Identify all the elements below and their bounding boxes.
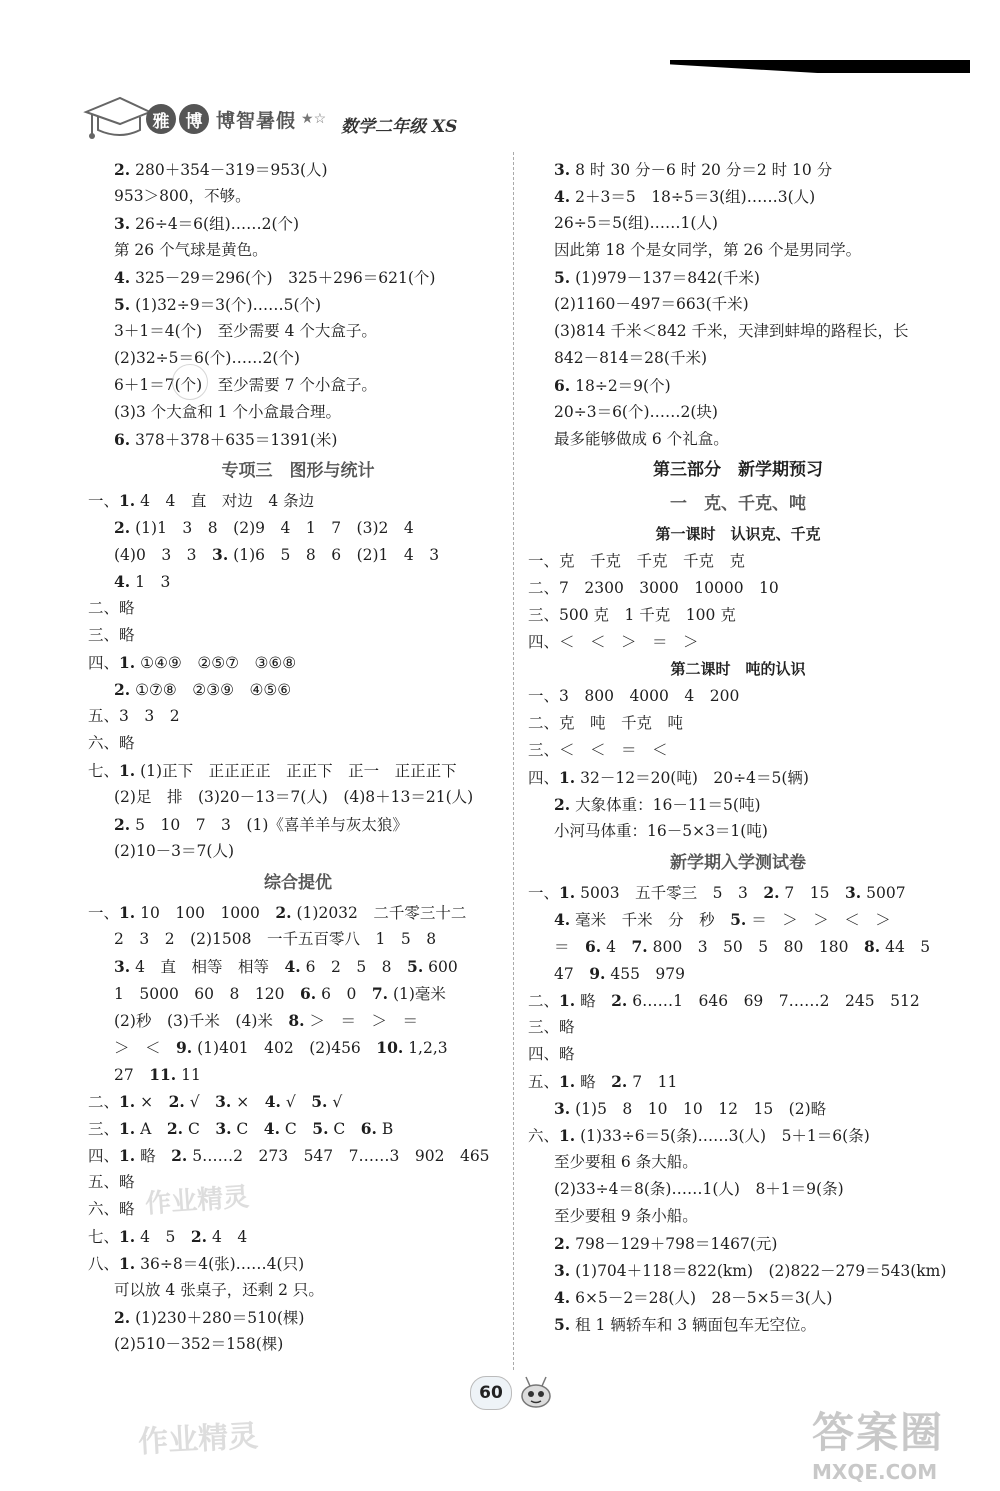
answer-line: 四、1. ①④⑨ ②⑤⑦ ③⑥⑧ xyxy=(88,653,297,672)
answer-line: (2)33÷4＝8(条)……1(人) 8＋1＝9(条) xyxy=(554,1180,844,1198)
answer-line: 1 5000 60 8 120 6. 6 0 7. (1)毫米 xyxy=(114,984,446,1003)
watermark-text: 作业精灵 xyxy=(137,1418,260,1461)
answer-line: 2. ①⑦⑧ ②③⑨ ④⑤⑥ xyxy=(114,680,292,699)
answer-line: 一、克 千克 千克 千克 克 xyxy=(528,552,746,570)
page-number: 60 xyxy=(470,1376,512,1410)
answer-line: 3. (1)704＋118＝822(km) (2)822－279＝543(km) xyxy=(554,1261,947,1280)
graduation-cap-icon xyxy=(82,94,152,140)
answer-line: 6. 378＋378＋635＝1391(米) xyxy=(114,430,338,449)
answer-line: (2)1160－497＝663(千米) xyxy=(554,295,749,313)
subject-title: 数学二年级 XS xyxy=(341,117,458,137)
answer-line: 2 3 2 (2)1508 一千五百零八 1 5 8 xyxy=(114,930,437,948)
watermark-text: 作业精灵 xyxy=(144,1182,251,1220)
logo-char-1: 雅 xyxy=(146,104,176,134)
answer-line: 七、1. 4 5 2. 4 4 xyxy=(88,1227,248,1246)
answer-line: 842－814＝28(千米) xyxy=(554,349,707,367)
answer-line: ＞ ＜ 9. (1)401 402 (2)456 10. 1,2,3 xyxy=(114,1038,448,1057)
answer-line: 至少要租 9 条小船。 xyxy=(554,1207,698,1225)
answer-line: 六、1. (1)33÷6＝5(条)……3(人) 5＋1＝6(条) xyxy=(528,1126,870,1145)
answer-line: 4. 毫米 千米 分 秒 5. ＝ ＞ ＞ ＜ ＞ xyxy=(554,910,891,929)
answer-line: 三、略 xyxy=(528,1018,575,1036)
answer-line: (2)32÷5＝6(个)……2(个) xyxy=(114,349,300,367)
stamp-mark xyxy=(172,364,208,400)
answer-line: 26÷5＝5(组)……1(人) xyxy=(554,214,718,232)
answer-line: 27 11. 11 xyxy=(114,1065,201,1084)
answer-line: 五、1. 略 2. 7 11 xyxy=(528,1072,678,1091)
right-column xyxy=(528,156,948,1338)
answer-line: 二、略 xyxy=(88,599,135,617)
answer-line: 47 9. 455 979 xyxy=(554,964,686,983)
answer-line: 因此第 18 个是女同学，第 26 个是男同学。 xyxy=(554,241,862,259)
answer-line: 3. 8 时 30 分－6 时 20 分＝2 时 10 分 xyxy=(554,160,833,179)
section-heading: 专项三 图形与统计 xyxy=(221,461,375,481)
brand-name: 博智暑假 xyxy=(216,109,297,132)
answer-line: (3)3 个大盒和 1 个小盒最合理。 xyxy=(114,403,341,421)
answer-line: 六、略 xyxy=(88,1200,135,1218)
page-number-badge xyxy=(470,1374,558,1412)
answer-line: (2)秒 (3)千米 (4)米 8. ＞ ＝ ＞ ＝ xyxy=(114,1011,418,1030)
answer-line: 三、略 xyxy=(88,626,135,644)
left-column xyxy=(88,156,508,1358)
answer-line: 4. 325－29＝296(个) 325＋296＝621(个) xyxy=(114,268,436,287)
answer-line: (2)510－352＝158(棵) xyxy=(114,1335,284,1353)
answer-line: 小河马体重：16－5×3＝1(吨) xyxy=(554,822,768,840)
answer-line: 二、1. 略 2. 6……1 646 69 7……2 245 512 xyxy=(528,991,920,1010)
section-heading: 第三部分 新学期预习 xyxy=(653,460,823,480)
answer-line: 二、克 吨 千克 吨 xyxy=(528,714,684,732)
book-header xyxy=(78,92,508,142)
header-bar xyxy=(670,60,970,82)
answer-line: 七、1. (1)正下 正正正正 正正下 正一 正正正下 xyxy=(88,761,457,780)
answer-line: 第 26 个气球是黄色。 xyxy=(114,241,268,259)
answer-line: 一、1. 4 4 直 对边 4 条边 xyxy=(88,491,315,510)
bee-mascot-icon xyxy=(514,1374,558,1412)
watermark-logo-text: 答案圈 xyxy=(812,1408,945,1457)
answer-line: 2. (1)1 3 8 (2)9 4 1 7 (3)2 4 xyxy=(114,518,414,537)
answer-line: 5. (1)979－137＝842(千米) xyxy=(554,268,760,287)
answer-line: 四、略 xyxy=(528,1045,575,1063)
answer-line: 八、1. 36÷8＝4(张)……4(只) xyxy=(88,1254,305,1273)
answer-line: 4. 1 3 xyxy=(114,572,171,591)
answer-line: 可以放 4 张桌子，还剩 2 只。 xyxy=(114,1281,324,1299)
answer-line: 2. 大象体重：16－11＝5(吨) xyxy=(554,795,761,814)
answer-line: 2. (1)230＋280＝510(棵) xyxy=(114,1308,305,1327)
answer-line: 六、略 xyxy=(88,734,135,752)
answer-line: 3. 4 直 相等 相等 4. 6 2 5 8 5. 600 xyxy=(114,957,458,976)
logo-char-2: 博 xyxy=(179,104,209,134)
answer-line: 五、略 xyxy=(88,1173,135,1191)
answer-line: 一、3 800 4000 4 200 xyxy=(528,687,740,705)
section-heading: 综合提优 xyxy=(264,873,332,893)
answer-line: 四、＜ ＜ ＞ ＝ ＞ xyxy=(528,633,699,651)
answer-line: 一、1. 5003 五千零三 5 3 2. 7 15 3. 5007 xyxy=(528,883,906,902)
answer-line: 二、1. × 2. √ 3. × 4. √ 5. √ xyxy=(88,1092,343,1111)
answer-line: (3)814 千米＜842 千米，天津到蚌埠的路程长，长 xyxy=(554,322,909,340)
answer-line: (4)0 3 3 3. (1)6 5 8 6 (2)1 4 3 xyxy=(114,545,440,564)
answer-line: 二、7 2300 3000 10000 10 xyxy=(528,579,779,597)
answer-line: 五、3 3 2 xyxy=(88,707,180,725)
answer-line: (2)10－3＝7(人) xyxy=(114,842,234,860)
answer-line: 三、500 克 1 千克 100 克 xyxy=(528,606,736,624)
section-heading: 一 克、千克、吨 xyxy=(670,494,806,514)
answer-line: ＝ 6. 4 7. 800 3 50 5 80 180 8. 44 5 xyxy=(554,937,931,956)
answer-line: 2. 798－129＋798＝1467(元) xyxy=(554,1234,778,1253)
answer-line: 953＞800，不够。 xyxy=(114,187,251,205)
answer-line: 2. 280＋354－319＝953(人) xyxy=(114,160,328,179)
section-heading: 第二课时 吨的认识 xyxy=(670,660,806,678)
column-divider xyxy=(513,152,514,1370)
answer-line: 5. 租 1 辆轿车和 3 辆面包车无空位。 xyxy=(554,1315,817,1334)
brand-logo xyxy=(146,104,326,134)
answer-line: 四、1. 32－12＝20(吨) 20÷4＝5(辆) xyxy=(528,768,809,787)
section-heading: 新学期入学测试卷 xyxy=(670,853,806,873)
site-watermark xyxy=(812,1400,992,1484)
answer-line: 20÷3＝6(个)……2(块) xyxy=(554,403,718,421)
answer-line: 3. 26÷4＝6(组)……2(个) xyxy=(114,214,300,233)
answer-line: 4. 2＋3＝5 18÷5＝3(组)……3(人) xyxy=(554,187,816,206)
section-heading: 第一课时 认识克、千克 xyxy=(655,525,821,543)
answer-line: 3. (1)5 8 10 10 12 15 (2)略 xyxy=(554,1099,827,1118)
star-icon: ★☆ xyxy=(301,111,327,127)
answer-line: 四、1. 略 2. 5……2 273 547 7……3 902 465 xyxy=(88,1146,490,1165)
answer-line: 5. (1)32÷9＝3(个)……5(个) xyxy=(114,295,322,314)
answer-line: (2)足 排 (3)20－13＝7(人) (4)8＋13＝21(人) xyxy=(114,788,474,806)
answer-line: 6. 18÷2＝9(个) xyxy=(554,376,671,395)
answer-line: 6＋1＝7(个) 至少需要 7 个小盒子。 xyxy=(114,376,377,394)
answer-line: 三、1. A 2. C 3. C 4. C 5. C 6. B xyxy=(88,1119,394,1138)
answer-line: 一、1. 10 100 1000 2. (1)2032 二千零三十二 xyxy=(88,903,467,922)
answer-line: 最多能够做成 6 个礼盒。 xyxy=(554,430,729,448)
answer-line: 至少要租 6 条大船。 xyxy=(554,1153,698,1171)
answer-line: 4. 6×5－2＝28(人) 28－5×5＝3(人) xyxy=(554,1288,833,1307)
answer-line: 3＋1＝4(个) 至少需要 4 个大盒子。 xyxy=(114,322,377,340)
answer-line: 2. 5 10 7 3 (1)《喜羊羊与灰太狼》 xyxy=(114,815,408,834)
answer-line: 三、＜ ＜ ＝ ＜ xyxy=(528,741,668,759)
watermark-url: MXQE.COM xyxy=(812,1460,938,1484)
